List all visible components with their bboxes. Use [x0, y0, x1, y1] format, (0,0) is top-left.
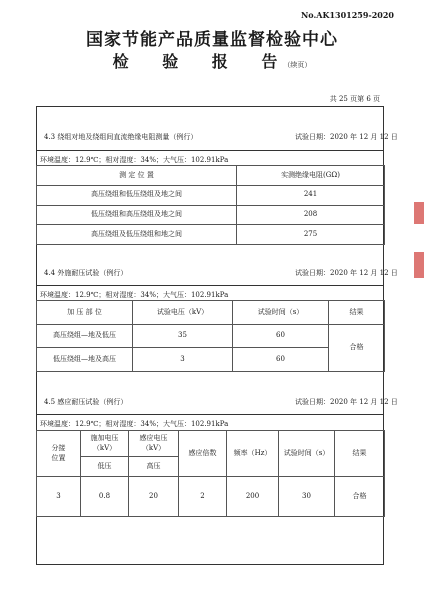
cell-voltage: 35	[133, 324, 233, 348]
seal-stamp-fragment	[414, 202, 424, 224]
seal-stamp-fragment	[414, 252, 424, 278]
col-result: 结果	[335, 431, 385, 477]
cell-position: 高压绕组及低压绕组和地之间	[37, 225, 237, 245]
col-applied-voltage: 施加电压 （kV）	[81, 431, 129, 457]
cell-value: 208	[237, 205, 385, 225]
col-multiple: 感应倍数	[179, 431, 227, 477]
cell-applied: 0.8	[81, 477, 129, 517]
table-row	[37, 324, 385, 348]
divider	[36, 414, 384, 415]
col-voltage: 试验电压（kV）	[133, 301, 233, 325]
section-date-4-3: 试验日期：2020 年 12 月 12 日	[295, 133, 398, 141]
table-row	[37, 225, 385, 245]
section-heading-4-3: 4.3 绕组对地及绕组间直流绝缘电阻测量（例行）	[44, 133, 198, 141]
cell-voltage: 3	[133, 348, 233, 372]
table-row	[37, 205, 385, 225]
cell-tap: 3	[37, 477, 81, 517]
cell-result: 合格	[329, 324, 385, 371]
cell-multiple: 2	[179, 477, 227, 517]
col-time: 试验时间（s）	[233, 301, 329, 325]
report-title: 国家节能产品质量监督检验中心	[86, 30, 338, 50]
induced-voltage-table	[36, 430, 385, 517]
section-heading-4-5: 4.5 感应耐压试验（例行）	[44, 398, 128, 406]
cell-position: 低压绕组和高压绕组及地之间	[37, 205, 237, 225]
table-row	[37, 185, 385, 205]
section-date-4-4: 试验日期：2020 年 12 月 12 日	[295, 269, 398, 277]
col-resistance: 实测绝缘电阻(GΩ)	[237, 166, 385, 186]
cell-part: 低压绕组—地及高压	[37, 348, 133, 372]
table-header	[37, 301, 385, 325]
applied-voltage-table	[36, 300, 385, 372]
env-conditions-4-5: 环境温度：12.9℃；相对湿度：34%；大气压：102.91kPa	[40, 420, 229, 428]
col-result: 结果	[329, 301, 385, 325]
section-heading-4-4: 4.4 外施耐压试验（例行）	[44, 269, 128, 277]
cell-induced: 20	[129, 477, 179, 517]
table-row	[37, 477, 385, 517]
cell-position: 高压绕组和低压绕组及地之间	[37, 185, 237, 205]
col-low-voltage: 低压	[81, 457, 129, 477]
col-frequency: 频率（Hz）	[227, 431, 279, 477]
col-induced-voltage: 感应电压 （kV）	[129, 431, 179, 457]
section-date-4-5: 试验日期：2020 年 12 月 12 日	[295, 398, 398, 406]
cell-value: 241	[237, 185, 385, 205]
table-header	[37, 166, 385, 186]
env-conditions-4-4: 环境温度：12.9℃；相对湿度：34%；大气压：102.91kPa	[40, 291, 229, 299]
cell-part: 高压绕组—地及低压	[37, 324, 133, 348]
col-tap: 分接 位置	[37, 431, 81, 477]
cell-result: 合格	[335, 477, 385, 517]
cell-frequency: 200	[227, 477, 279, 517]
col-high-voltage: 高压	[129, 457, 179, 477]
divider	[36, 150, 384, 151]
report-subtitle	[0, 49, 424, 72]
report-subtitle-text: 检 验 报 告	[112, 52, 292, 71]
report-number: No.AK1301259-2020	[300, 10, 394, 20]
table-header	[37, 431, 385, 457]
env-conditions-4-3: 环境温度：12.9℃；相对湿度：34%；大气压：102.91kPa	[40, 156, 229, 164]
cell-time: 60	[233, 324, 329, 348]
col-position: 测 定 位 置	[37, 166, 237, 186]
cell-time: 30	[279, 477, 335, 517]
insulation-resistance-table	[36, 165, 385, 245]
col-part: 加 压 部 位	[37, 301, 133, 325]
continuation-mark: （续页）	[283, 61, 312, 69]
col-time: 试验时间（s）	[279, 431, 335, 477]
divider	[36, 285, 384, 286]
page-info: 共 25 页第 6 页	[329, 95, 380, 103]
cell-value: 275	[237, 225, 385, 245]
cell-time: 60	[233, 348, 329, 372]
